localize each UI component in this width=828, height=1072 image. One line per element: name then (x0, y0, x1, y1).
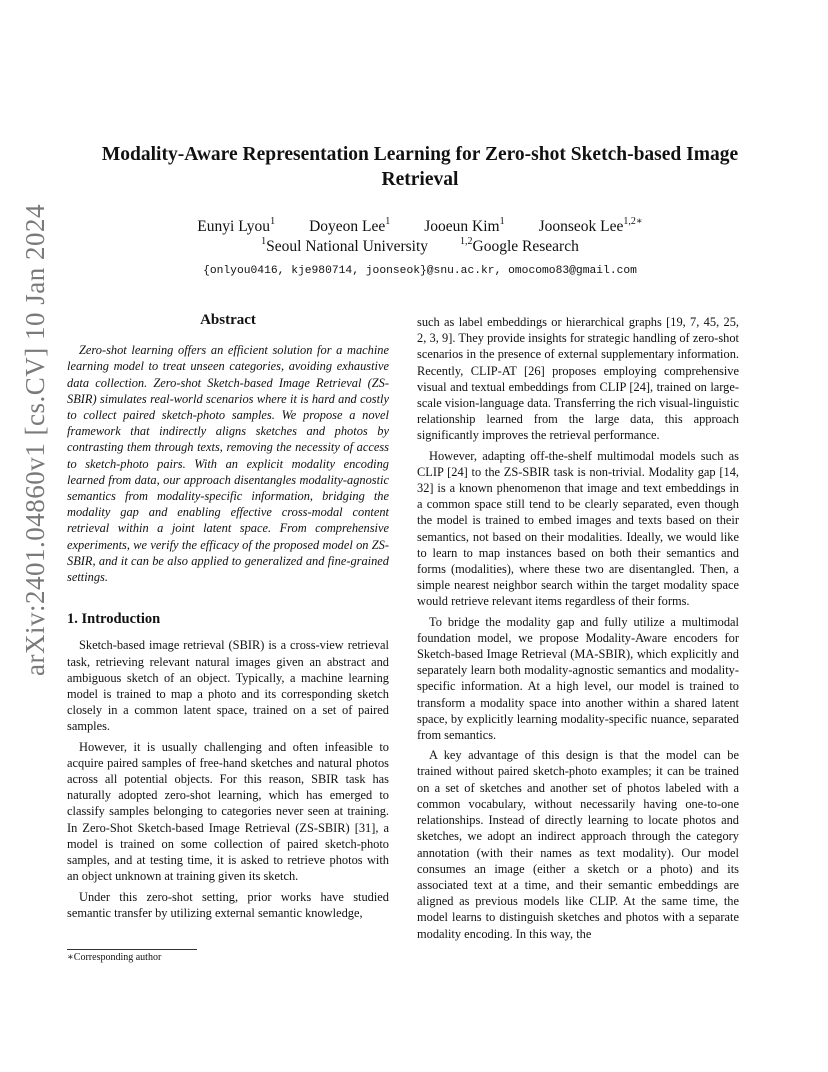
author: Joonseok Lee$^{1,2∗}$ (538, 215, 643, 235)
body-paragraph: However, adapting off-the-shelf multimodal models such as CLIP [24] to the ZS-SBIR task is non-trivial. Modality gap [14, 32] is a known phenomenon that image and text embeddings in a common space still tend to be clearly separated, even though the model is trained to embed images and texts based on their semantics, not based on their modalities. Ideally, we would like to learn to map instances based on both their semantics and forms (modalities), where these two are disentangled. Then, a simple nearest neighbor search within the target modality space would retrieve relevant items regardless of their forms. (417, 448, 739, 609)
body-paragraph: such as label embeddings or hierarchical graphs [19, 7, 45, 25, 2, 3, 9]. They provide insights for strategic handling of zero-shot scenarios in the presence of external supplementary information. Recently, CLIP-AT [26] proposes employing comprehensive visual and textual embeddings from CLIP [24], trained on large-scale vision-language data. Transferring the rich visual-linguistic relationship learned from the large data, this approach significantly improves the retrieval performance. (417, 315, 739, 443)
body-paragraph: However, it is usually challenging and often infeasible to acquire paired samples of free-hand sketches and natural photos across all potential objects. For this reason, SBIR task has naturally adopted zero-shot learning, which has emerged to classify samples belonging to categories never seen at training. In Zero-Shot Sketch-based Image Retrieval (ZS-SBIR) [31], a model is trained on some collection of paired sketch-photo samples, and at testing time, it is asked to retrieve photos with an object unknown at training given its sketch. (67, 739, 389, 884)
author-list (70, 217, 770, 237)
abstract-text: Zero-shot learning offers an efficient solution for a machine learning model to treat unseen categories, avoiding exhaustive data collection. Zero-shot Sketch-based Image Retrieval (ZS-SBIR) simulates real-world scenarios where it is hard and costly to collect paired sketch-photo samples. We propose a novel framework that indirectly aligns sketches and photos by contrasting them through texts, removing the necessity of access to sketch-photo pairs. With an explicit modality encoding learned from data, our approach disentangles modality-agnostic semantics from modality-specific information, bridging the modality gap and enabling effective cross-modal content retrieval within a joint latent space. From comprehensive experiments, we verify the efficacy of the proposed model on ZS-SBIR, and it can be also applied to generalized and fine-grained settings. (67, 343, 389, 585)
body-paragraph: Sketch-based image retrieval (SBIR) is a cross-view retrieval task, retrieving relevant natural images given an abstract and ambiguous sketch of an object. Typically, a machine learning model is trained to map a photo and its corresponding sketch closely in a common latent space, trained on a set of paired samples. (67, 638, 389, 734)
abstract-heading: Abstract (200, 312, 256, 328)
author: Jooeun Kim$^1$ (424, 215, 505, 235)
author-block (70, 217, 770, 281)
affiliation-list (70, 237, 770, 257)
author: Doyeon Lee$^1$ (309, 215, 391, 235)
left-column (67, 312, 389, 925)
affiliation: $^1$Seoul National University (261, 235, 429, 255)
arxiv-identifier: arXiv:2401.04860v1 [cs.CV] 10 Jan 2024 (20, 204, 50, 676)
footnote: ∗Corresponding author (67, 952, 162, 963)
right-column (417, 314, 739, 946)
body-paragraph: To bridge the modality gap and fully utilize a multimodal foundation model, we propose Modality-Aware encoders for Sketch-based Image Retrieval (MA-SBIR), which explicitly and separately learn both modality-agnostic semantics and modality-specific information. At a high level, our model is trained to transform a modality space into another within a shared latent space, by explicitly learning modality-specific nuance, separated from semantics. (417, 614, 739, 743)
paper-title: Modality-Aware Representation Learning for Zero-shot Sketch-based Image Retrieval (101, 144, 739, 190)
section-heading: 1. Introduction (67, 611, 161, 628)
body-paragraph: A key advantage of this design is that the model can be trained without paired sketch-photo examples; it can be trained on a set of sketches and another set of photos labeled with a common vocabulary, without necessarily having one-to-one relationships. Instead of directly learning to locate photos and sketches, we adopt an indirect approach through the category annotation (with their names as text modality). Our model consumes an image (either a sketch or a photo) and its associated text at a time, and their semantic embeddings are aligned as previous models like CLIP. At the same time, the model learns to distinguish sketches and photos with a separate modality encoding. In this way, the (417, 748, 739, 941)
affiliation: $^{1,2}$Google Research (460, 235, 579, 255)
footnote-divider (67, 949, 197, 950)
author-emails: {onlyou0416, kje980714, joonseok}@snu.ac.kr, omocomo83@gmail.com (203, 265, 637, 277)
author: Eunyi Lyou$^1$ (197, 215, 276, 235)
body-paragraph: Under this zero-shot setting, prior works have studied semantic transfer by utilizing external semantic knowledge, (67, 889, 389, 920)
